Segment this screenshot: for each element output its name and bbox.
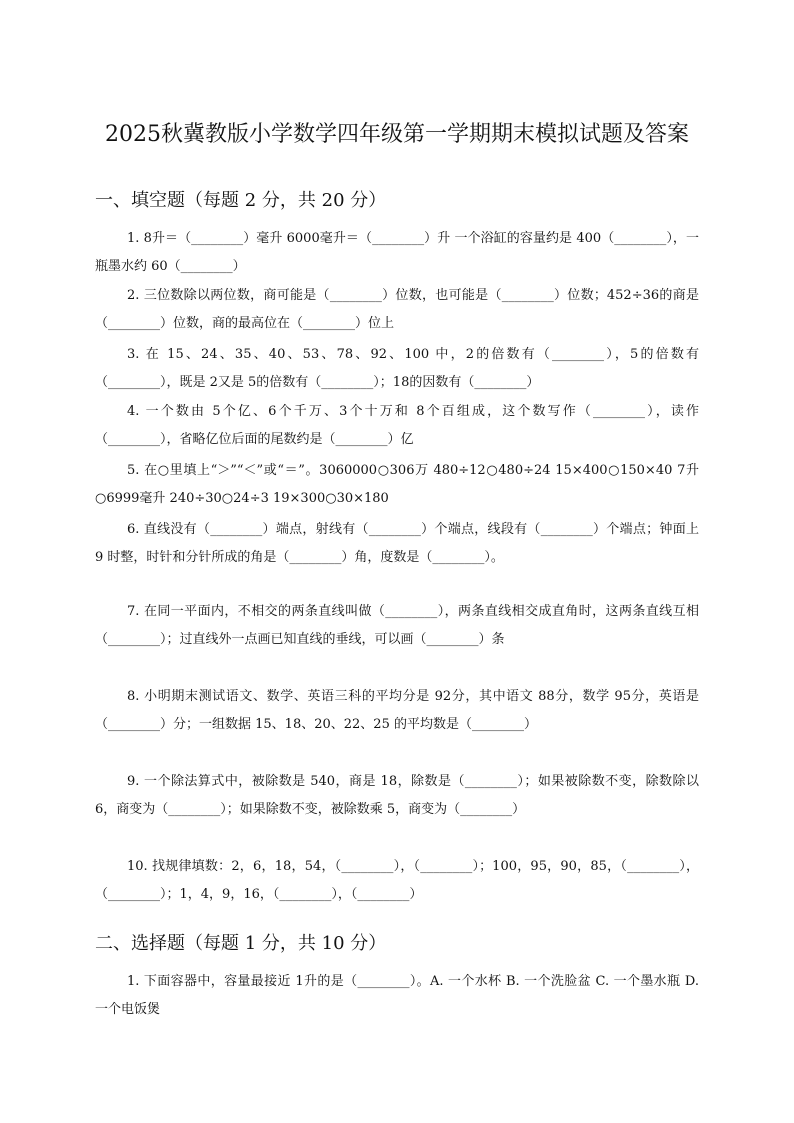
question-fill-9: 9. 一个除法算式中，被除数是 540，商是 18，除数是（________）；如果被除数不变，除数除以 6，商变为（________）；如果除数不变，被除数乘 5，商变为（________） xyxy=(95,774,699,817)
document-title: 2025秋冀教版小学数学四年级第一学期期末模拟试题及答案 xyxy=(105,121,689,147)
question-fill-1: 1. 8升＝（________）毫升 6000毫升＝（________）升 一个浴缸的容量约是 400（________），一瓶墨水约 60（________） xyxy=(95,231,699,274)
question-choice-1: 1. 下面容器中，容量最接近 1升的是（________）。A. 一个水杯 B. 一个洗脸盆 C. 一个墨水瓶 D. 一个电饭煲 xyxy=(95,974,699,1017)
section-heading-multiple-choice: 二、选择题（每题 1 分，共 10 分） xyxy=(95,933,387,954)
question-fill-3: 3. 在 15、24、35、40、53、78、92、100 中，2的倍数有（________），5的倍数有（________），既是 2又是 5的倍数有（________）；18的因数有（________） xyxy=(95,347,699,390)
question-fill-6: 6. 直线没有（________）端点，射线有（________）个端点，线段有（________）个端点；钟面上 9 时整，时针和分针所成的角是（________）角，度数是（________）。 xyxy=(95,522,699,565)
question-fill-8: 8. 小明期末测试语文、数学、英语三科的平均分是 92分，其中语文 88分，数学 95分，英语是（________）分；一组数据 15、18、20、22、25 的平均数是（________） xyxy=(95,689,699,732)
question-fill-7: 7. 在同一平面内，不相交的两条直线叫做（________），两条直线相交成直角时，这两条直线互相（________）；过直线外一点画已知直线的垂线，可以画（________）条 xyxy=(95,604,699,647)
question-fill-5: 5. 在○里填上“＞”“＜”或“＝”。3060000○306万 480÷12○480÷24 15×400○150×40 7升○6999毫升 240÷30○24÷3 19×300○30×180 xyxy=(95,463,699,506)
section-heading-fill-in: 一、填空题（每题 2 分，共 20 分） xyxy=(95,190,387,211)
question-fill-4: 4. 一个数由 5个亿、6个千万、3个十万和 8个百组成，这个数写作（________），读作（________），省略亿位后面的尾数约是（________）亿 xyxy=(95,404,699,447)
question-fill-10: 10. 找规律填数：2，6，18，54，（________），（________）；100，95，90，85，（________），（________）；1，4，9，16，（________），（________） xyxy=(95,859,699,902)
question-fill-2: 2. 三位数除以两位数，商可能是（________）位数，也可能是（________）位数；452÷36的商是（________）位数，商的最高位在（________）位上 xyxy=(95,288,699,331)
